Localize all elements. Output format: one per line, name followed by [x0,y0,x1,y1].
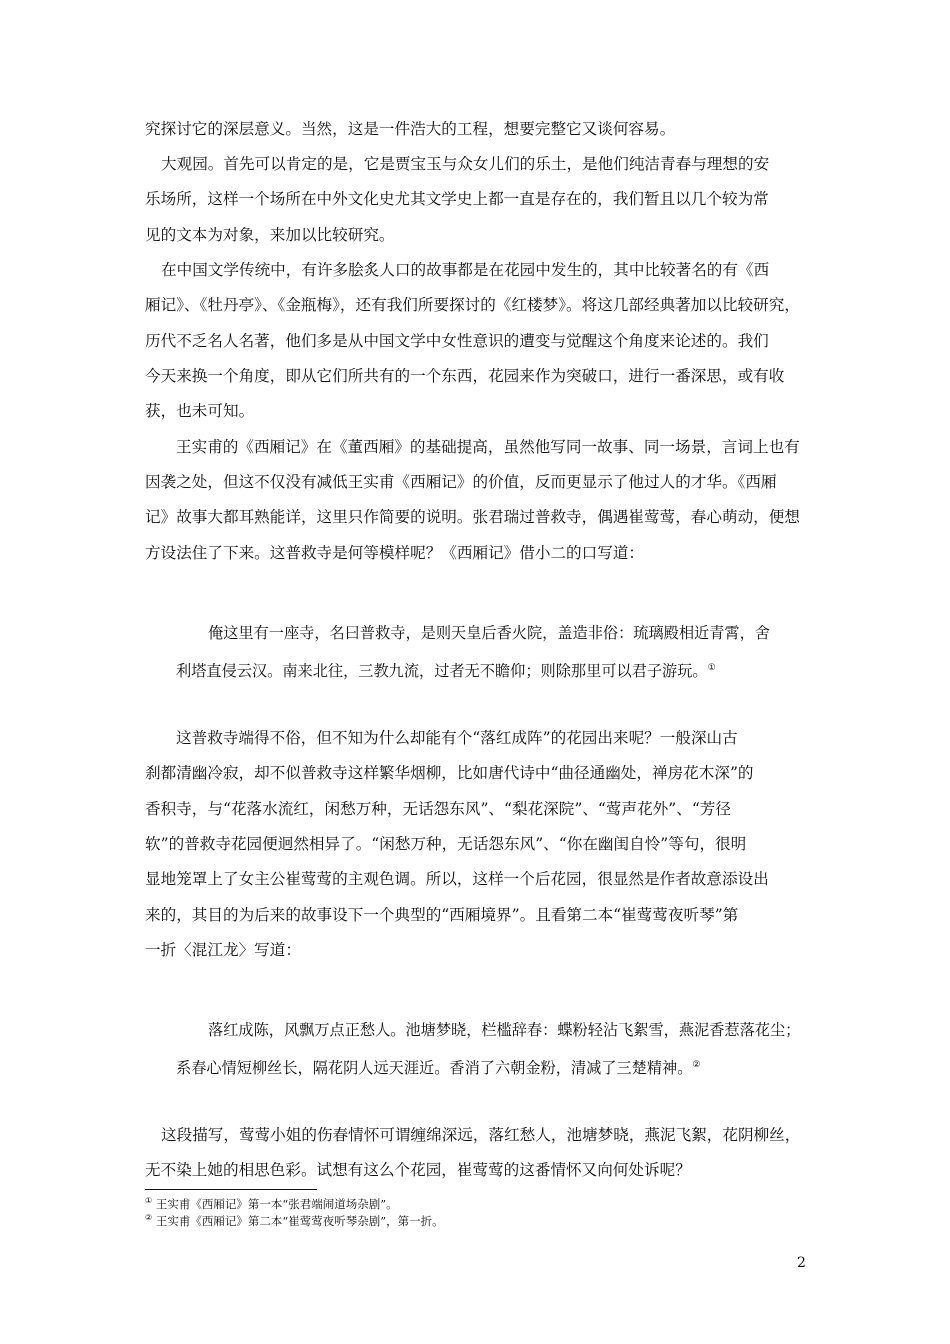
body-line: 刹都清幽冷寂，却不似普救寺这样繁华烟柳，比如唐代诗中“曲径通幽处，禅房花木深”的 [145,764,754,782]
footnote [145,1211,444,1228]
quote-text: 系春心情短柳丝长，隔花阴人远天涯近。香消了六朝金粉，清减了三楚精神。 [176,1059,693,1078]
body-line: 这段描写，莺莺小姐的伤春情怀可谓缠绵深远，落红愁人，池塘梦晓，燕泥飞絮，花阴柳丝， [161,1126,801,1144]
body-line: 见的文本为对象，来加以比较研究。 [145,226,395,244]
body-line: 方设法住了下来。这普救寺是何等模样呢？《西厢记》借小二的口写道： [145,544,645,562]
block-quote-line [176,1054,810,1079]
footnote-separator [145,1189,317,1190]
block-quote-line: 俺这里有一座寺，名曰普救寺，是则天皇后香火院，盖造非俗：琉璃殿相近青霄，舍 [208,624,770,642]
page-number: 2 [797,1255,806,1271]
body-line: 历代不乏名人名著，他们多是从中国文学中女性意识的遭变与觉醒这个角度来论述的。我们 [145,332,769,350]
block-quote-line: 落红成陈，风飘万点正愁人。池塘梦晓，栏槛辞春：蝶粉轻沾飞絮雪，燕泥香惹落花尘； [208,1021,801,1039]
body-line: 王实甫的《西厢记》在《董西厢》的基础提高，虽然他写同一故事、同一场景，言词上也有 [176,438,800,456]
body-line: 一折〈混江龙〉写道： [145,941,301,959]
body-line: 今天来换一个角度，即从它们所共有的一个东西，花园来作为突破口，进行一番深思，或有收 [145,367,785,385]
footnote-mark: ① [145,1196,153,1205]
body-line: 在中国文学传统中，有许多脍炙人口的故事都是在花园中发生的，其中比较著名的有《西 [161,261,770,279]
body-line: 记》故事大都耳熟能详，这里只作简要的说明。张君瑞过普救寺，偶遇崔莺莺，春心萌动，便想 [145,508,800,526]
body-line: 厢记》、《牡丹亭》、《金瓶梅》，还有我们所要探讨的《红楼梦》。将这几部经典著加以比较研究， [145,296,800,314]
body-line: 无不染上她的相思色彩。试想有这么个花园，崔莺莺的这番情怀又向何处诉呢？ [145,1161,691,1179]
body-line: 香积寺，与“花落水流红，闲愁万种，无话怨东风”、“梨花深院”、“莺声花外”、“芳径 [145,800,731,818]
body-line: 软”的普救寺花园便迥然相异了。“闲愁万种，无话怨东风”、“你在幽闺自怜”等句，很明 [145,835,747,853]
footnote-text: 王实甫《西厢记》第二本“崔莺莺夜听琴杂剧”，第一折。 [155,1213,444,1228]
footnote-mark: ② [145,1213,153,1222]
body-line: 来的，其目的为后来的故事设下一个典型的“西厢境界”。且看第二本“崔莺莺夜听琴”第 [145,906,739,924]
footnote-ref: ② [692,1060,701,1070]
body-line: 这普救寺端得不俗，但不知为什么却能有个“落红成阵”的花园出来呢？一般深山古 [176,729,738,747]
quote-text: 利塔直侵云汉。南来北往，三教九流，过者无不瞻仰；则除那里可以君子游玩。 [176,662,708,681]
body-line: 显地笼罩上了女主公崔莺莺的主观色调。所以，这样一个后花园，很显然是作者故意添设出 [145,870,769,888]
body-line: 大观园。首先可以肯定的是，它是贾宝玉与众女儿们的乐土，是他们纯洁青春与理想的安 [161,155,770,173]
block-quote-line [176,657,810,682]
footnote-ref: ① [707,663,716,673]
body-line: 究探讨它的深层意义。当然，这是一件浩大的工程，想要完整它又谈何容易。 [145,120,676,138]
footnote [145,1194,398,1211]
body-line: 乐场所，这样一个场所在中外文化史尤其文学史上都一直是存在的，我们暂且以几个较为常 [145,190,769,208]
footnote-text: 王实甫《西厢记》第一本“张君端闹道场杂剧”。 [155,1196,398,1211]
body-line: 获，也未可知。 [145,402,255,420]
body-line: 因袭之处，但这不仅没有减低王实甫《西厢记》的价值，反而更显示了他过人的才华。《西厢 [145,473,777,491]
